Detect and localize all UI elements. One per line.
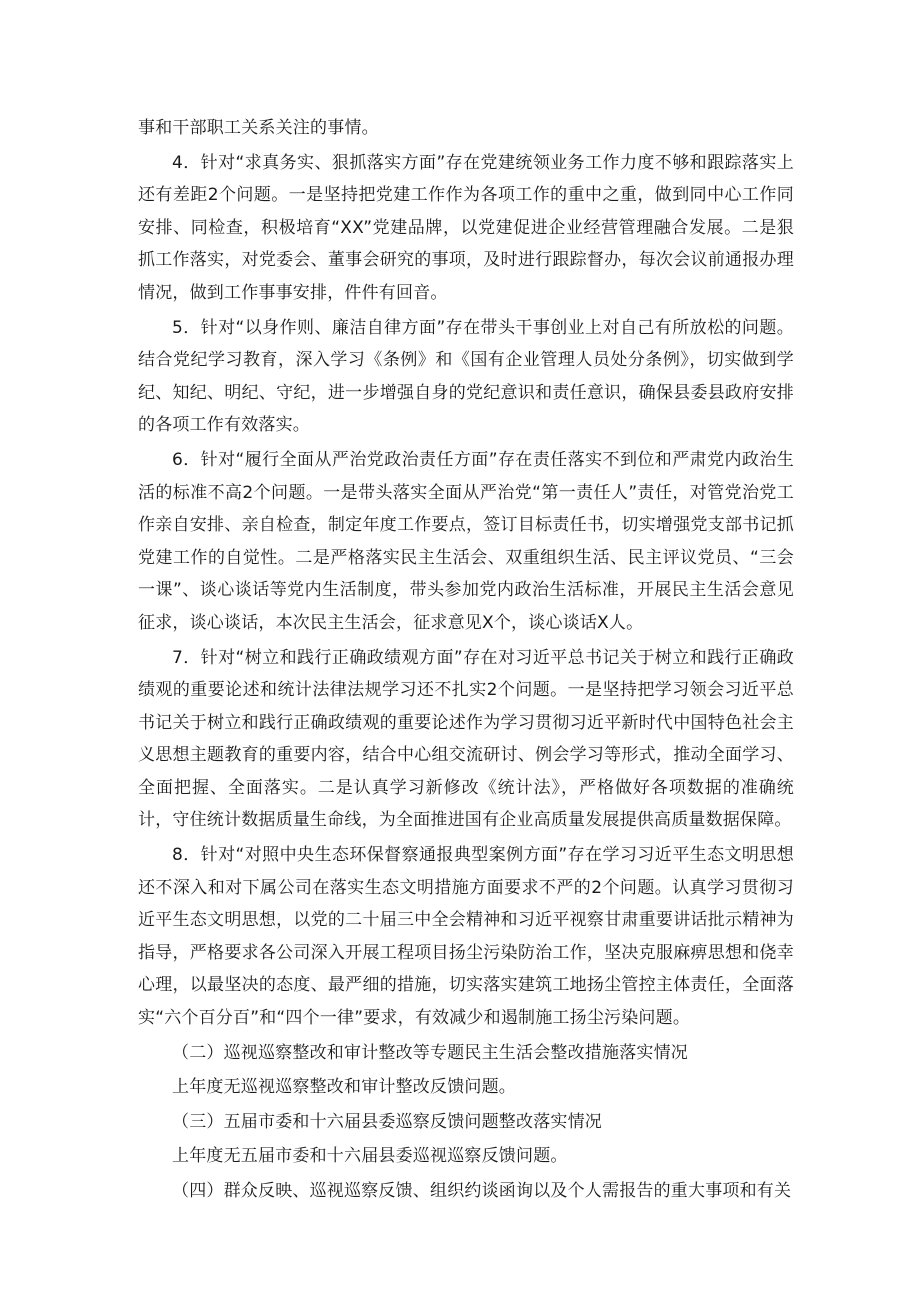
document-body [138, 112, 794, 1208]
paragraph-item-6: 6．针对“履行全面从严治党政治责任方面”存在责任落实不到位和严肃党内政治生活的标准不高2个问题。一是带头落实全面从严治党“第一责任人”责任，对管党治党工作亲自安排、亲自检查，制定年度工作要点，签订目标责任书，切实增强党支部书记抓党建工作的自觉性。二是严格落实民主生活会、双重组织生活、民主评议党员、“三会一课”、谈心谈话等党内生活制度，带头参加党内政治生活标准，开展民主生活会意见征求，谈心谈话，本次民主生活会，征求意见X个，谈心谈话X人。 [138, 449, 794, 633]
section-heading-3: （三）五届市委和十六届县委巡察反馈问题整改落实情况 [172, 1111, 602, 1132]
section-heading-4: （四）群众反映、巡视巡察反馈、组织约谈函询以及个人需报告的重大事项和有关 [172, 1181, 792, 1201]
section-2-body: 上年度无巡视巡察整改和审计整改反馈问题。 [172, 1077, 516, 1098]
section-heading-2: （二）巡视巡察整改和审计整改等专题民主生活会整改措施落实情况 [172, 1042, 688, 1063]
paragraph-item-7: 7．针对“树立和践行正确政绩观方面”存在对习近平总书记关于树立和践行正确政绩观的重要论述和统计法律法规学习还不扎实2个问题。一是坚持把学习领会习近平总书记关于树立和践行正确政绩观的重要论述作为学习贯彻习近平新时代中国特色社会主义思想主题教育的重要内容，结合中心组交流研讨、例会学习等形式，推动全面学习、全面把握、全面落实。二是认真学习新修改《统计法》，严格做好各项数据的准确统计，守住统计数据质量生命线，为全面推进国有企业高质量发展提供高质量数据保障。 [138, 647, 794, 831]
paragraph-item-4: 4．针对“求真务实、狠抓落实方面”存在党建统领业务工作力度不够和跟踪落实上还有差距2个问题。一是坚持把党建工作作为各项工作的重中之重，做到同中心工作同安排、同检查，积极培育“XX”党建品牌，以党建促进企业经营管理融合发展。二是狠抓工作落实，对党委会、董事会研究的事项，及时进行跟踪督办，每次会议前通报办理情况，做到工作事事安排，件件有回音。 [138, 152, 794, 303]
paragraph-item-8: 8．针对“对照中央生态环保督察通报典型案例方面”存在学习习近平生态文明思想还不深入和对下属公司在落实生态文明措施方面要求不严的2个问题。认真学习贯彻习近平生态文明思想，以党的二十届三中全会精神和习近平视察甘肃重要讲话批示精神为指导，严格要求各公司深入开展工程项目扬尘污染防治工作，坚决克服麻痹思想和侥幸心理，以最坚决的态度、最严细的措施，切实落实建筑工地扬尘管控主体责任，全面落实“六个百分百”和“四个一律”要求，有效减少和遏制施工扬尘污染问题。 [138, 845, 794, 1029]
paragraph-item-5: 5．针对“以身作则、廉洁自律方面”存在带头干事创业上对自己有所放松的问题。结合党纪学习教育，深入学习《条例》和《国有企业管理人员处分条例》，切实做到学纪、知纪、明纪、守纪，进一步增强自身的党纪意识和责任意识，确保县委县政府安排的各项工作有效落实。 [138, 317, 794, 436]
section-3-body: 上年度无五届市委和十六届县委巡视巡察反馈问题。 [172, 1146, 568, 1167]
paragraph-continuation: 事和干部职工关系关注的事情。 [138, 118, 379, 138]
